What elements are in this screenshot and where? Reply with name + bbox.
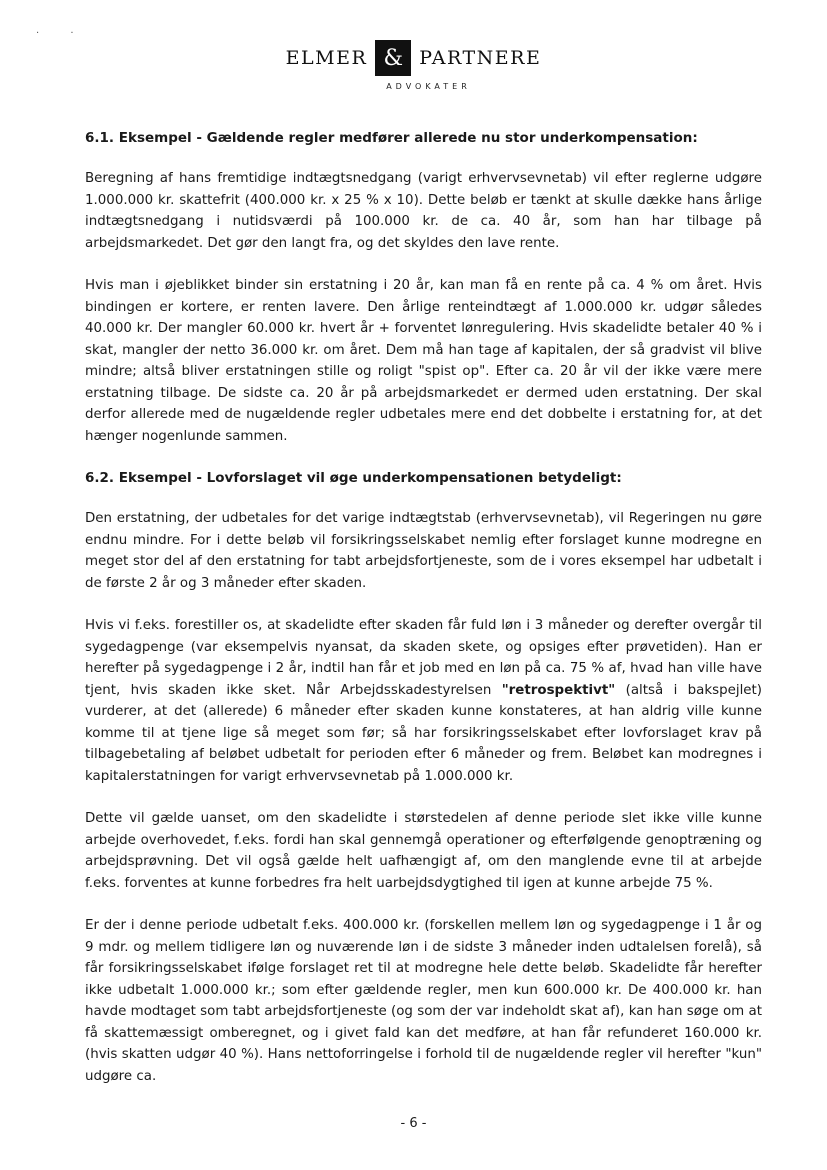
scan-specks: · · [36,28,88,39]
logo-right-word: PARTNERE [419,47,542,69]
paragraph-text: Hvis vi f.eks. forestiller os, at skadelidte efter skaden får fuld løn i 3 måneder og derefter overgår til sygedagpenge (var eksempelvis nyansat, da skaden skete, og opsiges efter prøvetiden). Han er herefter på sygedagpenge i 2 år, indtil han får et job med en løn på ca. 75 % af, hvad han ville have tjent, hvis skaden ikke sket. Når Arbejdsskadestyrelsen [85,618,762,698]
page-number: - 6 - [400,1116,427,1131]
section-6-1-paragraph-1: Beregning af hans fremtidige indtægtsnedgang (varigt erhvervsevnetab) vil efter reglerne udgøre 1.000.000 kr. skattefrit (400.000 kr. x 25 % x 10). Dette beløb er tænkt at skulle dække hans årlige indtægtsnedgang i nutidsværdi på 100.000 kr. de ca. 40 år, som han har tilbage på arbejdsmarkedet. Det gør den langt fra, og det skyldes den lave rente. [85,171,762,251]
logo-left-word: ELMER [285,47,368,69]
emphasis-retrospektivt: "retrospektivt" [501,682,616,698]
firm-logo [0,40,827,76]
section-6-2-paragraph-1: Den erstatning, der udbetales for det varige indtægtstab (erhvervsevnetab), vil Regeringen nu gøre endnu mindre. For i dette beløb vil forsikringsselskabet nemlig efter forslaget kunne modregne en meget stor del af den erstatning for tabt arbejdsfortjeneste, som de i vores eksempel har udbetalt i de første 2 år og 3 måneder efter skaden. [85,511,762,591]
section-6-2-paragraph-3: Dette vil gælde uanset, om den skadelidte i størstedelen af denne periode slet ikke ville kunne arbejde overhovedet, f.eks. fordi han skal gennemgå operationer og efterfølgende genoptræning og arbejdsprøvning. Det vil også gælde helt uafhængigt af, om den manglende evne til at arbejde f.eks. forventes at kunne forbedres fra helt uarbejdsdygtighed til igen at kunne arbejde 75 %. [85,811,762,891]
letterhead [0,40,827,91]
paragraph-text: (altså i bakspejlet) vurderer, at det (allerede) 6 måneder efter skaden kunne konstateres, at han aldrig ville kunne komme til at tjene lige så meget som før; så har forsikringsselskabet efter lovforslaget krav på tilbagebetaling af beløbet udbetalt for perioden efter 6 måneder og frem. Beløbet kan modregnes i kapitalerstatningen for varigt erhvervsevnetab på 1.000.000 kr. [85,682,762,784]
document-body [85,128,762,1108]
section-6-2-paragraph-2 [85,615,762,787]
section-6-1-paragraph-2: Hvis man i øjeblikket binder sin erstatning i 20 år, kan man få en rente på ca. 4 % om året. Hvis bindingen er kortere, er renten lavere. Den årlige renteindtægt af 1.000.000 kr. udgør således 40.000 kr. Der mangler 60.000 kr. hvert år + forventet lønregulering. Hvis skadelidte betaler 40 % i skat, mangler der netto 36.000 kr. om året. Dem må han tage af kapitalen, der så gradvist vil blive mindre; altså bliver erstatningen stille og roligt "spist op". Efter ca. 20 år vil der ikke være mere erstatning tilbage. De sidste ca. 20 år på arbejdsmarkedet er dermed uden erstatning. Der skal derfor allerede med de nugældende regler udbetales mere end det dobbelte i erstatning for, at det hænger nogenlunde sammen. [85,278,762,444]
section-6-2-heading: 6.2. Eksempel - Lovforslaget vil øge underkompensationen betydeligt: [85,470,622,486]
logo-subtitle: ADVOKATER [386,82,471,91]
ampersand-logo-mark: & [375,40,411,76]
section-6-2-paragraph-4: Er der i denne periode udbetalt f.eks. 400.000 kr. (forskellen mellem løn og sygedagpenge i 1 år og 9 mdr. og mellem tidligere løn og nuværende løn i de sidste 3 måneder inden udtalelsen forelå), så får forsikringsselskabet ifølge forslaget ret til at modregne hele dette beløb. Skadelidte får herefter ikke udbetalt 1.000.000 kr.; som efter gældende regler, men kun 600.000 kr. De 400.000 kr. han havde modtaget som tabt arbejdsfortjeneste (og som der var indeholdt skat af), kan han søge om at få skattemæssigt omberegnet, og i givet fald kan det medføre, at han får refunderet 160.000 kr. (hvis skatten udgør 40 %). Hans nettoforringelse i forhold til de nugældende regler vil herefter "kun" udgøre ca. [85,918,762,1084]
section-6-1-heading: 6.1. Eksempel - Gældende regler medfører allerede nu stor underkompensation: [85,130,698,146]
